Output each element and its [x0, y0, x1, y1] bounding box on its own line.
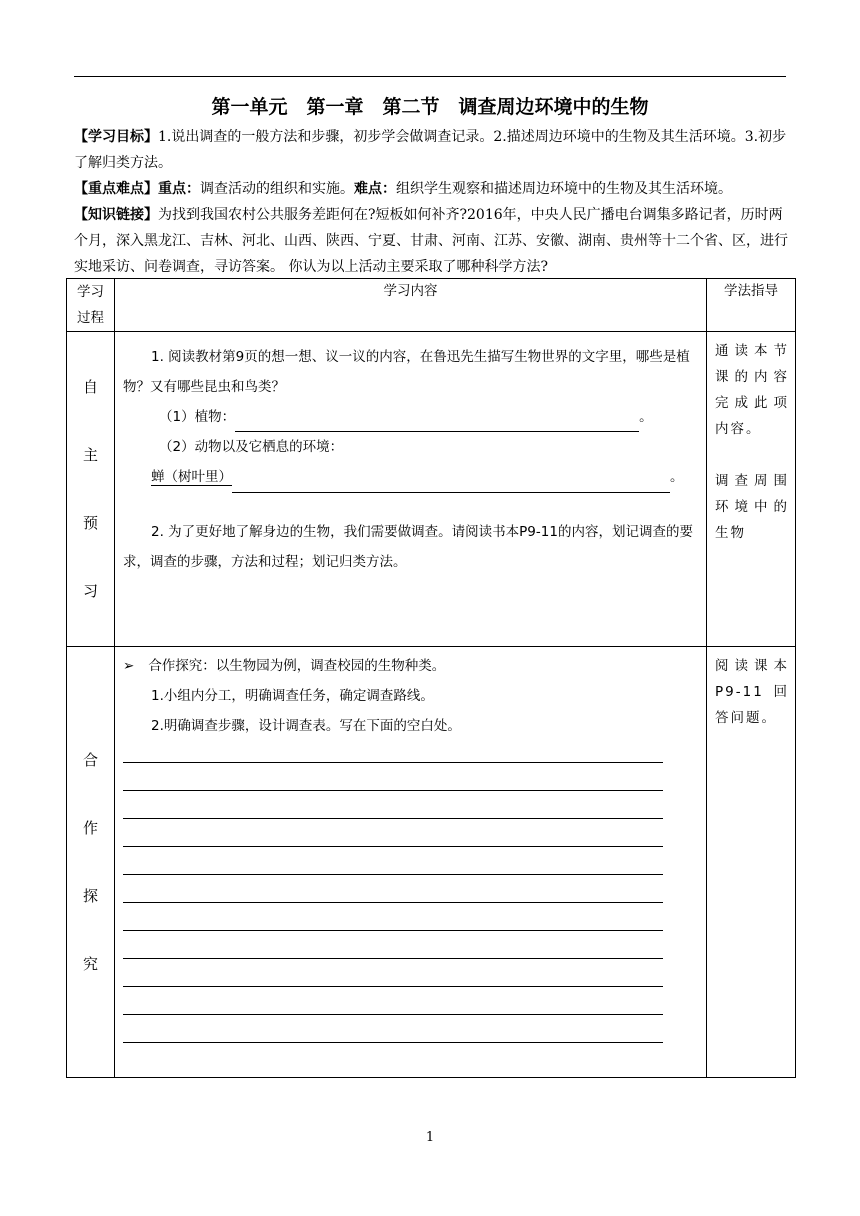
- knowledge-link-paragraph: [74, 202, 790, 280]
- question-1b-end: 。: [670, 469, 684, 485]
- guide-answer-text: 阅读课本P9-11回答问题。: [715, 658, 789, 726]
- spacer: [123, 493, 698, 517]
- writing-line: [123, 1015, 663, 1043]
- writing-line: [123, 875, 663, 903]
- self-study-char-3: 预: [82, 514, 98, 532]
- intro-section: [74, 124, 790, 280]
- page-title: 第一单元 第一章 第二节 调查周边环境中的生物: [211, 96, 649, 118]
- question-1a-end: 。: [639, 409, 653, 425]
- question-1a-label: （1）植物：: [159, 409, 236, 425]
- self-study-guide: [707, 332, 796, 647]
- cooperative-content: [115, 647, 707, 1078]
- difficulty-text: 组织学生观察和描述周边环境中的生物及其生活环境。: [396, 181, 732, 197]
- page-number: 1: [425, 1130, 435, 1145]
- writing-line: [123, 931, 663, 959]
- section-cooperative: [67, 647, 796, 1078]
- self-study-char-2: 主: [82, 446, 98, 464]
- step-1: 1.小组内分工，明确调查任务，确定调查路线。: [151, 688, 434, 704]
- self-study-label: [67, 332, 115, 647]
- self-study-char-4: 习: [82, 582, 98, 600]
- guide-survey-text: 调查周围环境中的生物: [715, 473, 789, 541]
- animals-answer-blank[interactable]: [232, 474, 670, 493]
- table-header-row: [67, 279, 796, 332]
- cooperative-heading: [123, 651, 698, 681]
- header-method: 学法指导: [707, 279, 796, 332]
- key-label: 重点：: [158, 181, 200, 197]
- writing-line: [123, 903, 663, 931]
- key-points-label: 【重点难点】: [74, 181, 158, 197]
- question-1a: [123, 402, 698, 432]
- question-1b: （2）动物以及它栖息的环境：: [159, 439, 344, 455]
- cooperative-char-2: 作: [82, 819, 98, 837]
- cooperative-heading-text: 合作探究：以生物园为例，调查校园的生物种类。: [148, 658, 446, 674]
- self-study-char-1: 自: [82, 378, 98, 396]
- key-points-paragraph: [74, 176, 790, 202]
- key-text: 调查活动的组织和实施。: [200, 181, 354, 197]
- difficulty-label: 难点：: [354, 181, 396, 197]
- objectives-label: 【学习目标】: [74, 129, 158, 145]
- cooperative-char-3: 探: [82, 887, 98, 905]
- header-process: [67, 279, 115, 332]
- writing-line: [123, 847, 663, 875]
- objectives-paragraph: [74, 124, 790, 176]
- question-1b-answer: [123, 462, 698, 493]
- header-content: 学习内容: [115, 279, 707, 332]
- cooperative-guide: [707, 647, 796, 1078]
- section-self-study: [67, 332, 796, 647]
- cooperative-char-4: 究: [82, 955, 98, 973]
- writing-line: [123, 763, 663, 791]
- study-table: [66, 278, 796, 1078]
- writing-line: [123, 791, 663, 819]
- knowledge-link-text: 为找到我国农村公共服务差距何在?短板如何补齐?2016年，中央人民广播电台调集多路记者，历时两个月，深入黑龙江、吉林、河北、山西、陕西、宁夏、甘肃、河南、江苏、安徽、湖南、贵州等十二个省、区，进行实地采访、问卷调查，寻访答案。 你认为以上活动主要采取了哪种科学方法?: [74, 207, 788, 275]
- step-2: 2.明确调查步骤，设计调查表。写在下面的空白处。: [151, 718, 461, 734]
- header-rule: [74, 76, 786, 77]
- header-process-label: 学习过程: [77, 284, 104, 326]
- question-2: 2. 为了更好地了解身边的生物，我们需要做调查。请阅读书本P9-11的内容，划记调查的要求，调查的步骤，方法和过程；划记归类方法。: [123, 524, 693, 570]
- guide-read-text: 通读本节课的内容完成此项内容。: [715, 343, 789, 437]
- writing-line: [123, 987, 663, 1015]
- objectives-text: 1.说出调查的一般方法和步骤，初步学会做调查记录。2.描述周边环境中的生物及其生活环境。3.初步了解归类方法。: [74, 129, 787, 171]
- cooperative-char-1: 合: [82, 751, 98, 769]
- plants-answer-blank[interactable]: [235, 413, 639, 432]
- bullet-arrow-icon: ➢: [123, 658, 135, 674]
- example-answer: 蝉（树叶里）: [151, 469, 232, 485]
- knowledge-link-label: 【知识链接】: [74, 207, 158, 223]
- cooperative-label: [67, 647, 115, 1078]
- writing-line: [123, 959, 663, 987]
- question-1: 1. 阅读教材第9页的想一想、议一议的内容，在鲁迅先生描写生物世界的文字里，哪些是植物？又有哪些昆虫和鸟类？: [123, 349, 690, 395]
- writing-line: [123, 819, 663, 847]
- writing-area[interactable]: [123, 735, 698, 1043]
- self-study-content: [115, 332, 707, 647]
